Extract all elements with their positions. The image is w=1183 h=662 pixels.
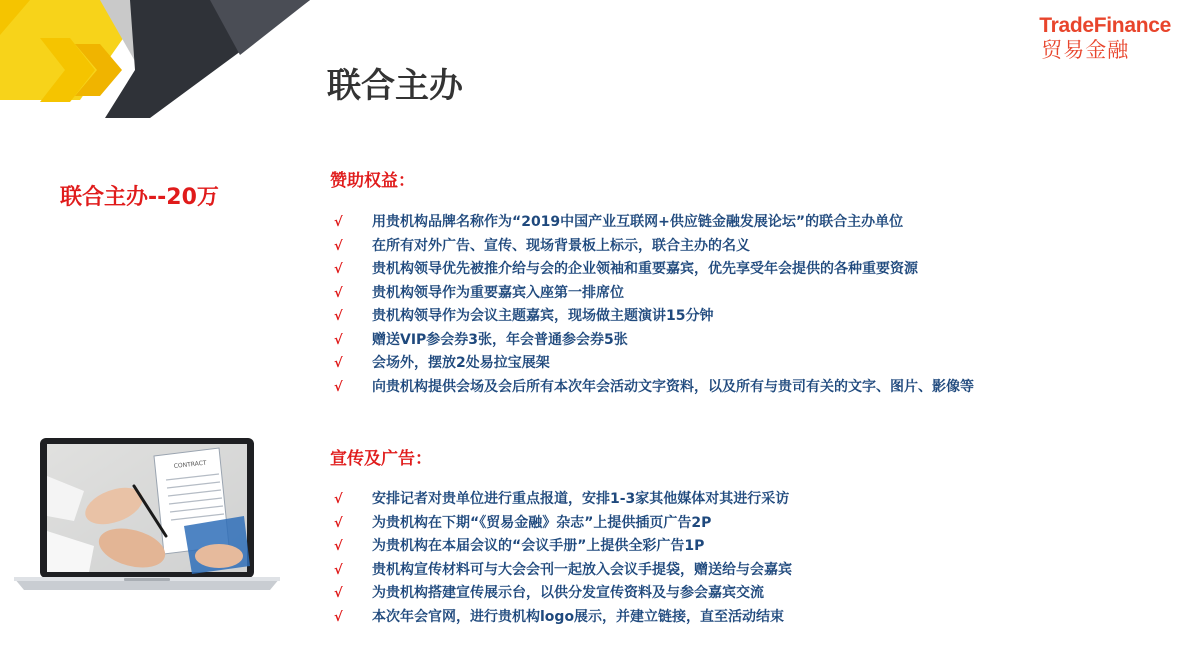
- benefits-list: [334, 211, 974, 399]
- list-item: [334, 258, 974, 282]
- list-item: [334, 235, 974, 259]
- list-item-text: 为贵机构在本届会议的“会议手册”上提供全彩广告1P: [372, 538, 705, 554]
- logo-chinese: 贸易金融: [1041, 38, 1130, 62]
- list-item-text: 向贵机构提供会场及会后所有本次年会活动文字资料，以及所有与贵司有关的文字、图片、影像等: [372, 378, 974, 395]
- check-icon: √: [334, 539, 343, 554]
- laptop-contract-illustration: [14, 436, 280, 594]
- check-icon: √: [334, 356, 343, 371]
- list-item: [334, 535, 792, 559]
- contract-label: CONTRACT: [173, 459, 207, 470]
- check-icon: √: [334, 215, 343, 230]
- list-item: [334, 376, 974, 400]
- logo-english: TradeFinance: [1039, 14, 1171, 37]
- list-item-text: 贵机构领导优先被推介给与会的企业领袖和重要嘉宾，优先享受年会提供的各种重要资源: [372, 261, 918, 277]
- page-title: 联合主办: [327, 66, 463, 106]
- check-icon: √: [334, 262, 343, 277]
- list-item-text: 为贵机构搭建宣传展示台，以供分发宣传资料及与参会嘉宾交流: [372, 585, 764, 601]
- section-heading-benefits: 赞助权益：: [330, 171, 415, 191]
- check-icon: √: [334, 609, 343, 625]
- list-item-text: 本次年会官网，进行贵机构logo展示，并建立链接，直至活动结束: [372, 608, 785, 625]
- list-item-text: 会场外，摆放2处易拉宝展架: [372, 355, 550, 371]
- list-item: [334, 211, 974, 235]
- list-item: [334, 305, 974, 329]
- check-icon: √: [334, 309, 343, 324]
- list-item-text: 贵机构领导作为会议主题嘉宾，现场做主题演讲15分钟: [372, 308, 714, 324]
- check-icon: √: [334, 586, 343, 601]
- check-icon: √: [334, 238, 343, 254]
- check-icon: √: [334, 562, 343, 578]
- list-item: [334, 606, 792, 630]
- list-item: [334, 582, 792, 606]
- list-item-text: 为贵机构在下期“《贸易金融》杂志”上提供插页广告2P: [372, 514, 712, 531]
- list-item-text: 贵机构宣传材料可与大会会刊一起放入会议手提袋，赠送给与会嘉宾: [372, 561, 792, 578]
- list-item-text: 贵机构领导作为重要嘉宾入座第一排席位: [372, 284, 624, 301]
- list-item-text: 赠送VIP参会券3张，年会普通参会券5张: [372, 331, 628, 348]
- price-label: 联合主办--20万: [60, 185, 219, 210]
- check-icon: √: [334, 285, 343, 301]
- check-icon: √: [334, 515, 343, 531]
- corner-decoration: [0, 0, 320, 120]
- list-item: [334, 512, 792, 536]
- list-item-text: 安排记者对贵单位进行重点报道，安排1-3家其他媒体对其进行采访: [372, 491, 790, 507]
- list-item-text: 用贵机构品牌名称作为“2019中国产业互联网+供应链金融发展论坛”的联合主办单位: [372, 214, 904, 230]
- check-icon: √: [334, 492, 343, 507]
- list-item: [334, 488, 792, 512]
- brand-logo: [1039, 14, 1171, 62]
- list-item: [334, 352, 974, 376]
- section-heading-publicity: 宣传及广告：: [330, 449, 432, 469]
- list-item: [334, 282, 974, 306]
- list-item: [334, 329, 974, 353]
- list-item: [334, 559, 792, 583]
- publicity-list: [334, 488, 792, 629]
- list-item-text: 在所有对外广告、宣传、现场背景板上标示，联合主办的名义: [372, 237, 750, 254]
- check-icon: √: [334, 332, 343, 348]
- check-icon: √: [334, 379, 343, 395]
